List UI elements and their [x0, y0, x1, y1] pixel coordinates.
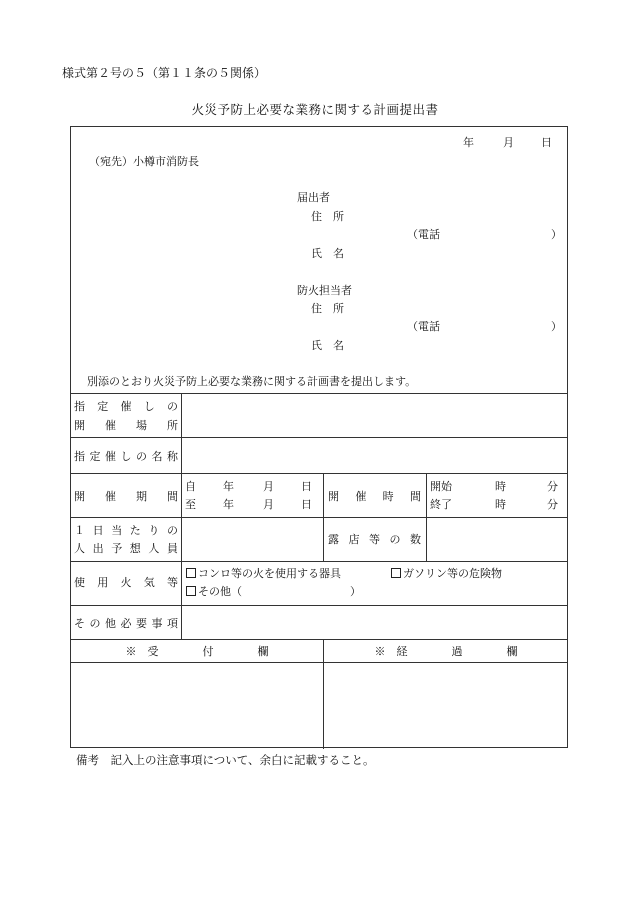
fire-officer-phone-close: ） — [551, 320, 562, 333]
hours-start-minute: 分 — [547, 480, 558, 493]
period-from: 自 — [185, 480, 196, 493]
form-reference: 様式第２号の５（第１１条の５関係） — [62, 66, 267, 80]
period-from-day: 日 — [301, 480, 312, 493]
venue-label-line1: 指 定 催 し の — [74, 400, 178, 413]
option-gasoline — [391, 565, 502, 581]
declarant-label: 届出者 — [297, 191, 330, 204]
form-table — [70, 126, 568, 748]
option-other — [186, 583, 242, 599]
period-to-month: 月 — [263, 498, 274, 511]
declarant-phone-open: （電話 — [407, 228, 440, 241]
period-to-year: 年 — [223, 498, 234, 511]
fire-officer-address-label: 住 所 — [311, 302, 344, 315]
option-stove-label: コンロ等の火を使用する器具 — [198, 567, 341, 580]
divider — [71, 393, 567, 394]
date-month: 月 — [503, 136, 514, 149]
option-other-close: ） — [350, 585, 361, 598]
other-matters-label: そ の 他 必 要 事 項 — [74, 617, 178, 630]
period-to: 至 — [185, 498, 196, 511]
fire-officer-label: 防火担当者 — [297, 284, 352, 297]
period-to-day: 日 — [301, 498, 312, 511]
venue-label-line2: 開 催 場 所 — [74, 419, 178, 432]
fire-officer-name-label: 氏 名 — [311, 339, 344, 352]
checkbox-gasoline[interactable] — [391, 568, 401, 578]
divider — [181, 393, 182, 639]
divider — [71, 605, 567, 606]
progress-header: ※ 経 過 欄 — [374, 645, 518, 658]
stalls-label: 露 店 等 の 数 — [328, 533, 421, 546]
divider — [71, 662, 567, 663]
reception-header: ※ 受 付 欄 — [125, 645, 269, 658]
hours-start-hour: 時 — [495, 480, 506, 493]
divider — [71, 473, 567, 474]
divider — [426, 473, 427, 561]
attendance-label-line1: １ 日 当 た り の — [74, 524, 178, 537]
checkbox-stove[interactable] — [186, 568, 196, 578]
date-year: 年 — [463, 136, 474, 149]
period-from-month: 月 — [263, 480, 274, 493]
period-label: 開 催 期 間 — [74, 490, 178, 503]
date-day: 日 — [541, 136, 552, 149]
submission-statement: 別添のとおり火災予防上必要な業務に関する計画書を提出します。 — [87, 375, 417, 388]
hours-start: 開始 — [430, 480, 452, 493]
divider — [71, 517, 567, 518]
divider — [71, 639, 567, 640]
period-from-year: 年 — [223, 480, 234, 493]
footnote: 備考 記入上の注意事項について、余白に記載すること。 — [76, 753, 375, 767]
divider — [323, 473, 324, 561]
hours-end-minute: 分 — [547, 498, 558, 511]
document-title: 火災予防上必要な業務に関する計画提出書 — [191, 102, 439, 117]
fire-use-label: 使 用 火 気 等 — [74, 576, 178, 589]
hours-label: 開 催 時 間 — [328, 490, 421, 503]
hours-end-hour: 時 — [495, 498, 506, 511]
option-other-label: その他（ — [198, 585, 242, 598]
event-name-label: 指 定 催 し の 名 称 — [74, 450, 178, 463]
declarant-phone-close: ） — [551, 228, 562, 241]
checkbox-other[interactable] — [186, 586, 196, 596]
divider — [71, 561, 567, 562]
hours-end: 終了 — [430, 498, 452, 511]
attendance-label-line2: 人 出 予 想 人 員 — [74, 542, 178, 555]
fire-officer-phone-open: （電話 — [407, 320, 440, 333]
divider — [71, 437, 567, 438]
declarant-address-label: 住 所 — [311, 210, 344, 223]
declarant-name-label: 氏 名 — [311, 247, 344, 260]
option-gasoline-label: ガソリン等の危険物 — [403, 567, 502, 580]
addressee: （宛先）小樽市消防長 — [89, 155, 199, 168]
option-stove — [186, 565, 341, 581]
